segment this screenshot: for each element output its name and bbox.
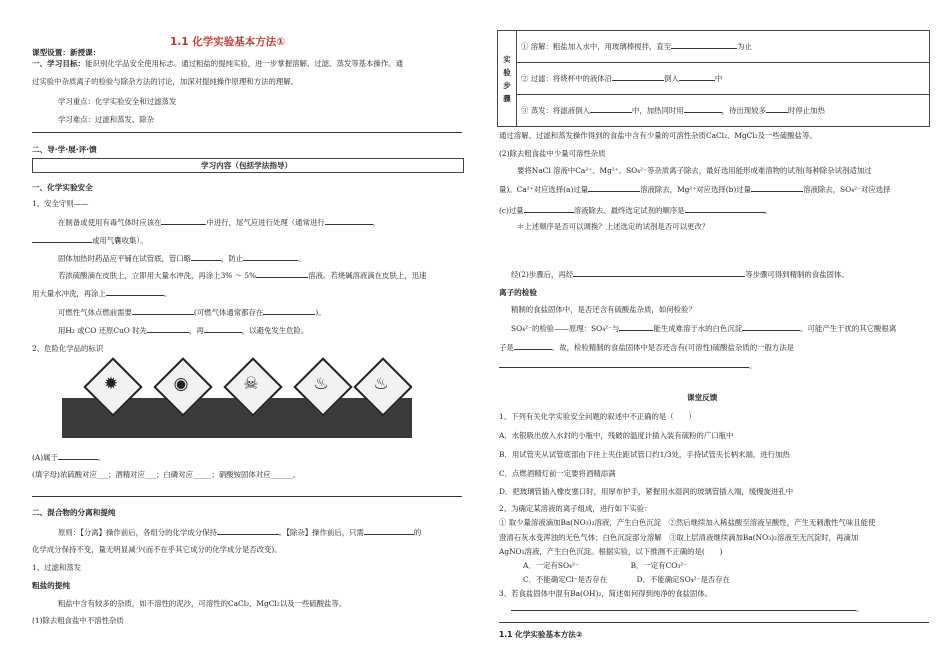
blank[interactable]	[612, 73, 664, 81]
hazard-symbols-image	[62, 354, 412, 438]
rules-item: 1、安全守则——	[32, 199, 89, 208]
text: 原则：【分离】操作前后，各组分的化学成分保持	[58, 528, 217, 537]
text: 中，加热同时用	[631, 106, 684, 115]
step-2	[517, 63, 930, 95]
flame-icon: ♨	[313, 374, 329, 394]
blank[interactable]	[204, 325, 242, 333]
text: 固体加热时药品应平铺在试管底，管口略	[58, 254, 192, 263]
q-a-line	[32, 452, 105, 462]
after-steps: 通过溶解、过滤和蒸发操作得到的食盐中含有少量的可溶性杂质CaCl₂、MgCl₂及一些硫酸盐等。	[499, 131, 817, 140]
text: )。	[315, 308, 326, 317]
next-title: 1.1 化学实验基本方法②	[499, 630, 583, 639]
ion-title: 离子的检验	[499, 288, 537, 297]
blank[interactable]	[524, 205, 574, 213]
text: 子是	[499, 343, 514, 352]
text: 溶液除去、最终选定试剂的顺序是	[573, 206, 685, 215]
text: 经(2)步骤后，再经	[511, 270, 574, 279]
text: 在制备或使用有毒气体时应该在	[58, 218, 162, 227]
nacl-line-1: 要将NaCl 溶液中Ca²⁺、Mg²⁺、SO₄²⁻等杂质离子除去，最好选用能形成难溶物的试剂(每种除杂试剂适加过	[517, 166, 872, 175]
text: 的	[413, 528, 422, 537]
text: 。	[298, 254, 306, 263]
feedback-q3-answer	[511, 603, 863, 613]
blank[interactable]	[671, 41, 737, 49]
feedback-q2-ab: A．一定有SO₄²⁻ B．一定有CO₃²⁻	[523, 561, 688, 570]
text: (c)过量	[499, 206, 524, 215]
step2-line	[511, 269, 849, 279]
hazard-item: 2、危险化学品的标识	[32, 344, 104, 353]
goals-label: 一、学习目标：	[32, 59, 86, 68]
text: ，待出现较多	[721, 106, 766, 115]
order-question: ＊上述顺序是否可以调换？上述选定的试剂是否可以更改？	[517, 222, 710, 231]
nacl-line-2	[499, 184, 891, 194]
blank[interactable]	[685, 205, 765, 213]
remove-insoluble: (1)除去粗食盐中不溶性杂质	[32, 616, 124, 625]
heat-line	[58, 253, 306, 263]
key-point: 学习重点：化学实验安全和过滤蒸发	[58, 97, 177, 106]
text: 中进行，尾气应进行处理（通常进行	[206, 218, 325, 227]
text: (A)属于	[32, 453, 58, 462]
goals-line-1	[32, 59, 403, 68]
text: ，再	[189, 326, 204, 335]
text: SO₄²⁻的检验——原理：SO₄²⁻与	[511, 324, 620, 333]
blank[interactable]	[58, 452, 98, 460]
blank[interactable]	[679, 73, 715, 81]
text: 量)。Ca²⁺对应选择(a)过量	[499, 185, 589, 194]
so4-line-3	[499, 360, 756, 370]
text: 。	[749, 361, 757, 370]
principle-line-1	[58, 527, 421, 537]
text: 。	[97, 453, 106, 462]
text: 。	[163, 289, 172, 298]
salt-desc: 粗盐中含有较多的杂质，如不溶性的泥沙，可溶性的CaCl₂、MgCl₂以及一些硫酸盐等。	[58, 599, 347, 608]
text: 可燃性气体点燃前需要	[58, 308, 132, 317]
nacl-line-3	[499, 205, 772, 215]
blank[interactable]	[217, 527, 279, 535]
gas-line-2	[32, 235, 147, 245]
step-1	[517, 31, 930, 63]
blank[interactable]	[364, 527, 414, 535]
blank[interactable]	[325, 217, 373, 225]
skull-icon: ☠	[243, 374, 259, 394]
blank[interactable]	[161, 217, 206, 225]
text: ，防止	[221, 254, 244, 263]
text: ，以避免发生危险。	[241, 326, 309, 335]
blank[interactable]	[590, 105, 632, 113]
steps-table	[497, 30, 930, 127]
text: 时停止加热	[787, 106, 825, 115]
flame-icon: ♨	[373, 374, 389, 394]
blank[interactable]	[684, 105, 722, 113]
difficulty: 学习难点：过滤和蒸发、除杂	[58, 115, 155, 124]
blank[interactable]	[132, 307, 194, 315]
text: 能生成难溶于水的白色沉淀	[653, 324, 743, 333]
blank[interactable]	[573, 269, 745, 277]
study-box-label: 学习内容（包括学法指导）	[201, 161, 293, 170]
flame-over-circle-icon: ◉	[173, 374, 189, 394]
text: 。可能产生干扰的其它酸根离	[800, 324, 897, 333]
text: 用H₂ 或CO 还原CuO 时先	[58, 326, 147, 335]
blank[interactable]	[619, 323, 653, 331]
text: (可燃气体通常都存在	[193, 308, 264, 317]
blank[interactable]	[191, 253, 221, 261]
text: 若浓硫酸滴在皮肤上，立即用大量水冲洗，再涂上3% ～ 5%	[58, 271, 257, 280]
text: 。	[856, 604, 864, 613]
feedback-q2: 2、为确定某溶液的离子组成，进行如下实验：	[499, 504, 652, 513]
feedback-q2-line-1: ① 取少量溶液滴加Ba(NO₃)₂溶液，产生白色沉淀 ②然后继续加入稀盐酸至溶液呈酸性，产生无刺激性气味且能使	[499, 518, 876, 527]
filter-item: 1、过滤和蒸发	[32, 563, 82, 572]
blank[interactable]	[514, 342, 552, 350]
goals-text-1: 能识别化学品安全使用标志。通过粗盐的提纯实验，进一步掌握溶解、过滤、蒸发等基本操作。通	[85, 59, 403, 68]
text: 倒入	[664, 74, 679, 83]
section2-title: 二、导·学·展·评·馈	[32, 145, 97, 154]
blank[interactable]	[511, 603, 856, 611]
text: 溶液。若烧碱溶液滴在皮肤上，迅速	[308, 271, 427, 280]
text: 或用气囊收集）。	[92, 236, 148, 245]
blank[interactable]	[766, 105, 788, 113]
feedback-title: 课堂反馈	[687, 393, 718, 402]
text: ③ 蒸发：将滤液倒入	[521, 106, 590, 115]
so4-line-2	[499, 342, 794, 352]
page-title: 1.1 化学实验基本方法①	[170, 36, 286, 48]
feedback-q1: 1、下列有关化学实验安全问题的叙述中不正确的是（ ）	[499, 412, 696, 421]
divider	[32, 132, 462, 133]
text: 溶液除去，Mg²⁺对应选择(b)过量	[640, 185, 752, 194]
feedback-q2-cd: C．不能确定Cl⁻是否存在 D．不能确定SO₄²⁻是否存在	[523, 575, 731, 584]
separation-subtitle: 二、混合物的分离和提纯	[32, 508, 116, 517]
gas-line-1	[58, 217, 380, 227]
blank[interactable]	[499, 360, 749, 368]
blank[interactable]	[147, 325, 189, 333]
blank[interactable]	[751, 184, 803, 192]
ion-question: 精制的食盐固体中，是否还含有硫酸盐杂质，如何检验？	[511, 305, 696, 314]
text: 溶液除去，SO₄²⁻对应选择	[803, 185, 891, 194]
safety-subtitle: 一、化学实验安全	[32, 183, 93, 192]
feedback-q1-a: A．水银吸出放入水封的小瓶中，残破的温度计插入装有硫粉的广口瓶中	[499, 431, 734, 440]
burn-line	[58, 307, 326, 317]
text: 等步骤可得到精制的食盐固体。	[745, 270, 849, 279]
goals-line-2: 过实验中杂质离子的检验与除杂方法的讨论，加深对提纯操作原理和方法的理解。	[32, 77, 299, 86]
principle-line-2: 化学成分保持不变，量无明显减少(而不在乎其它成分的化学成分是否改变)。	[32, 545, 282, 554]
text: 。【除杂】操作前后，只需	[278, 528, 364, 537]
acid-line-1	[58, 270, 426, 280]
blank[interactable]	[243, 253, 298, 261]
feedback-q1-d: D．把玻璃管插入橡皮塞口时，用厚布护手，紧握用水湿润的玻璃管插入端，缓慢旋进孔中	[499, 487, 794, 496]
blank[interactable]	[263, 307, 315, 315]
blank[interactable]	[32, 235, 92, 243]
steps-label: 实 验 步 骤	[498, 31, 517, 127]
blank[interactable]	[742, 323, 800, 331]
text: 为止	[737, 42, 752, 51]
step-3	[517, 95, 930, 127]
left-column	[20, 0, 460, 672]
study-content-box	[32, 158, 464, 173]
blank[interactable]	[256, 270, 308, 278]
text: ① 溶解：粗盐加入水中，用玻璃棒搅拌，直至	[521, 42, 672, 51]
text: ，	[372, 218, 381, 227]
right-column	[497, 0, 927, 672]
text: 。	[764, 206, 772, 215]
divider	[32, 496, 462, 497]
text: 用大量水冲洗，再涂上	[32, 289, 106, 298]
explosion-icon: ✹	[103, 374, 119, 394]
text: ② 过滤：将烧杯中的液体沿	[521, 74, 613, 83]
acid-line-2	[32, 288, 171, 298]
feedback-q2-line-3: AgNO₃溶液，产生白色沉淀。根据实验，以下推测不正确的是( )	[499, 547, 723, 556]
blank[interactable]	[106, 288, 164, 296]
feedback-q2-line-2: 澄清石灰水变浑浊的无色气体；白色沉淀部分溶解 ③取上层清液继续滴加Ba(NO₃)₂溶液至无沉淀时，再滴加	[499, 533, 859, 542]
feedback-q3: 3、若食盐固体中混有Ba(OH)₂，简述如何得到纯净的食盐固体。	[499, 589, 713, 598]
so4-line-1	[511, 323, 896, 333]
text: 中	[714, 74, 723, 83]
salt-title: 粗盐的提纯	[32, 581, 70, 590]
blank[interactable]	[588, 184, 640, 192]
course-type: 课型设置：新授课：	[32, 48, 101, 57]
text: 。故，检验精制的食盐固体中是否还含有(可溶性)硫酸盐杂质的一般方法是	[551, 343, 795, 352]
h2-line	[58, 325, 308, 335]
divider	[499, 622, 929, 623]
feedback-q1-c: C．点燃酒精灯前一定要将酒精添满	[499, 469, 616, 478]
remove-soluble: (2)除去粗食盐中少量可溶性杂质	[499, 149, 606, 158]
feedback-q1-b: B．用试管夹从试管底部由下往上夹住距试管口约1/3处，手持试管夹长柄末端，进行加热	[499, 450, 790, 459]
q-fill-line: (填字母)浓硫酸对应___；酒精对应___；白磷对应_____；硝酸铵固体对应______。	[32, 470, 301, 479]
